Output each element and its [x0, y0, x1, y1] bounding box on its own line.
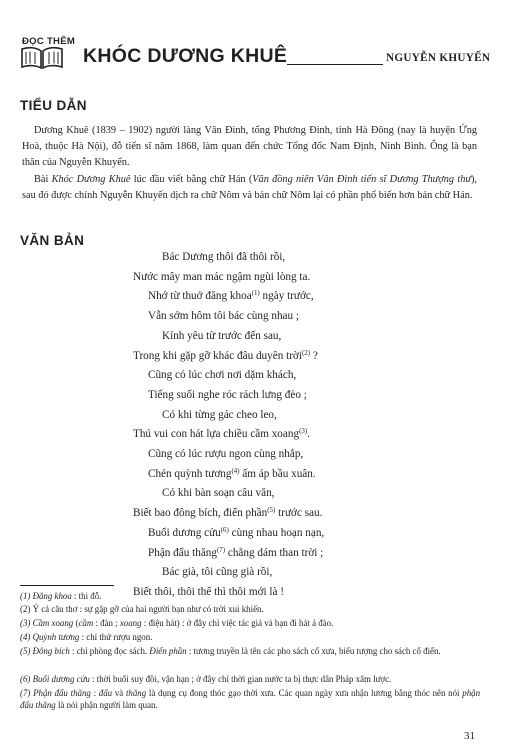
poem-line — [148, 310, 299, 322]
poem-line-text-after: ? — [310, 349, 318, 362]
header-rule — [287, 64, 383, 65]
poem-line — [148, 527, 324, 539]
author-name: NGUYỄN KHUYẾN — [386, 52, 491, 64]
poem-line-text: Buổi dương cửu — [148, 526, 221, 539]
poem-line-text-after: chẳng dám than trời ; — [225, 546, 324, 559]
poem-line-text: Có khi từng gác cheo leo, — [162, 408, 277, 421]
poem-line-text: Kính yêu từ trước đến sau, — [162, 329, 282, 342]
footnote-marker: (1) — [251, 289, 260, 298]
poem-line — [133, 507, 322, 519]
footnote-5: (5) Đông bích : chỉ phòng đọc sách. Điển phần : tương truyền là tên các pho sách cổ xưa, biểu tượng cho sách cổ điển. — [20, 646, 441, 656]
section-heading-text: VĂN BẢN — [20, 233, 85, 248]
poem-line — [148, 547, 323, 559]
footnote-4: (4) Quỳnh tương : chỉ thứ rượu ngon. — [20, 632, 153, 642]
poem-line — [162, 566, 272, 578]
page-number: 31 — [464, 730, 475, 742]
poem-line-text: Nước mây man mác ngậm ngùi lòng ta. — [133, 270, 311, 283]
footnote-1: (1) Đăng khoa : thi đỗ. — [20, 591, 102, 601]
footnote-3: (3) Cầm xoang (cầm : đàn ; xoang : điệu hát) : ở đây chỉ việc tác giả và bạn đi hát ả đào. — [20, 618, 334, 628]
poem-line-text: Tiếng suối nghe róc rách lưng đèo ; — [148, 388, 307, 401]
poem-line-text: Biết thôi, thôi thế thì thôi mới là ! — [133, 585, 285, 598]
footnote-marker: (7) — [216, 545, 226, 554]
poem-line-text: Cũng có lúc rượu ngon cùng nhắp, — [148, 448, 304, 460]
intro-paragraph-1: Dương Khuê (1839 – 1902) người làng Vân Đình, tổng Phương Đình, tỉnh Hà Đông (nay là huyện Ứng Hoà, thuộc Hà Nội), đỗ tiến sĩ năm 1868, làm quan đến chức Tổng đốc Nam Định, Ninh Bình. Ông là bạn thân của Nguyễn Khuyến. — [22, 125, 477, 168]
poem-line-text: Có khi bàn soạn câu văn, — [162, 487, 275, 500]
poem-line — [162, 251, 285, 263]
section-label: ĐỌC THÊM — [22, 36, 76, 47]
poem-line-text: Bác già, tôi cũng già rồi, — [162, 566, 273, 579]
poem-line-text-after: ngày trước, — [259, 290, 314, 303]
footnote-marker: (2) — [301, 348, 311, 357]
poem-line-text: Chén quỳnh tương — [148, 467, 232, 480]
footnote-marker: (4) — [231, 466, 240, 475]
footnote-6: (6) Buổi dương cửu : thời buổi suy đồi, vận hạn ; ở đây chỉ thời gian nước ta bị thực dân Pháp xâm lược. — [20, 674, 392, 684]
footnote-2: (2) Ý cả câu thơ : sự gặp gỡ của hai người bạn như có trời xui khiến. — [20, 604, 264, 614]
poem-line-text-after: trước sau. — [275, 507, 323, 520]
footnote-marker: (6) — [220, 525, 229, 534]
poem-line — [162, 487, 274, 499]
footnote-7: (7) Phận đẩu thăng : đẩu và thăng là dụng cụ đong thóc gạo thời xưa. Các quan ngày xưa nhận lương bằng thóc nên nói phận đẩu thăng là nói phận người làm quan. — [20, 688, 480, 711]
poem-line-text: Nhớ từ thuở đăng khoa — [148, 290, 252, 303]
poem-line — [148, 389, 307, 401]
poem-line-text: Thú vui con hát lựa chiều cầm xoang — [133, 428, 300, 441]
section-heading-intro: TIỂU DẪN — [20, 98, 87, 113]
footnote-marker: (3) — [299, 427, 308, 436]
poem-line-text: Vẫn sớm hôm tôi bác cùng nhau ; — [148, 310, 300, 323]
poem-line — [133, 428, 310, 440]
poem-line — [133, 350, 318, 362]
poem-title: KHÓC DƯƠNG KHUÊ — [83, 45, 288, 67]
footnote-rule — [20, 585, 114, 586]
poem-line — [162, 330, 281, 342]
poem-line-text-after: cùng nhau hoạn nạn, — [228, 526, 325, 539]
poem-line-text-after: ấm áp bầu xuân. — [239, 467, 316, 480]
poem-line-text: Cũng có lúc chơi nơi dặm khách, — [148, 369, 297, 382]
poem-line — [148, 290, 314, 302]
poem-line-text: Phận đẩu thăng — [148, 546, 217, 559]
footnote-marker: (5) — [267, 506, 276, 515]
poem-line-text: Biết bao đông bích, điển phần — [133, 507, 268, 520]
intro-paragraph-2: Bài Khóc Dương Khuê lúc đầu viết bằng chữ Hán (Văn đồng niên Vân Đình tiến sĩ Dương Thượng thư), sau đó được chính Nguyễn Khuyến dịch ra chữ Nôm và bản chữ Nôm lại có phần phổ biến hơn bản chữ Hán. — [22, 174, 477, 201]
poem-line-text: Bác Dương thôi đã thôi rồi, — [162, 251, 286, 263]
poem-line-text: Trong khi gặp gỡ khác đâu duyên trời — [133, 349, 302, 362]
poem-line — [148, 448, 303, 460]
open-book-icon — [20, 46, 64, 70]
poem-line — [148, 369, 296, 381]
poem-line — [162, 409, 277, 421]
poem-line — [148, 468, 316, 480]
poem-line — [133, 271, 310, 283]
poem-line-text-after: . — [307, 428, 310, 441]
